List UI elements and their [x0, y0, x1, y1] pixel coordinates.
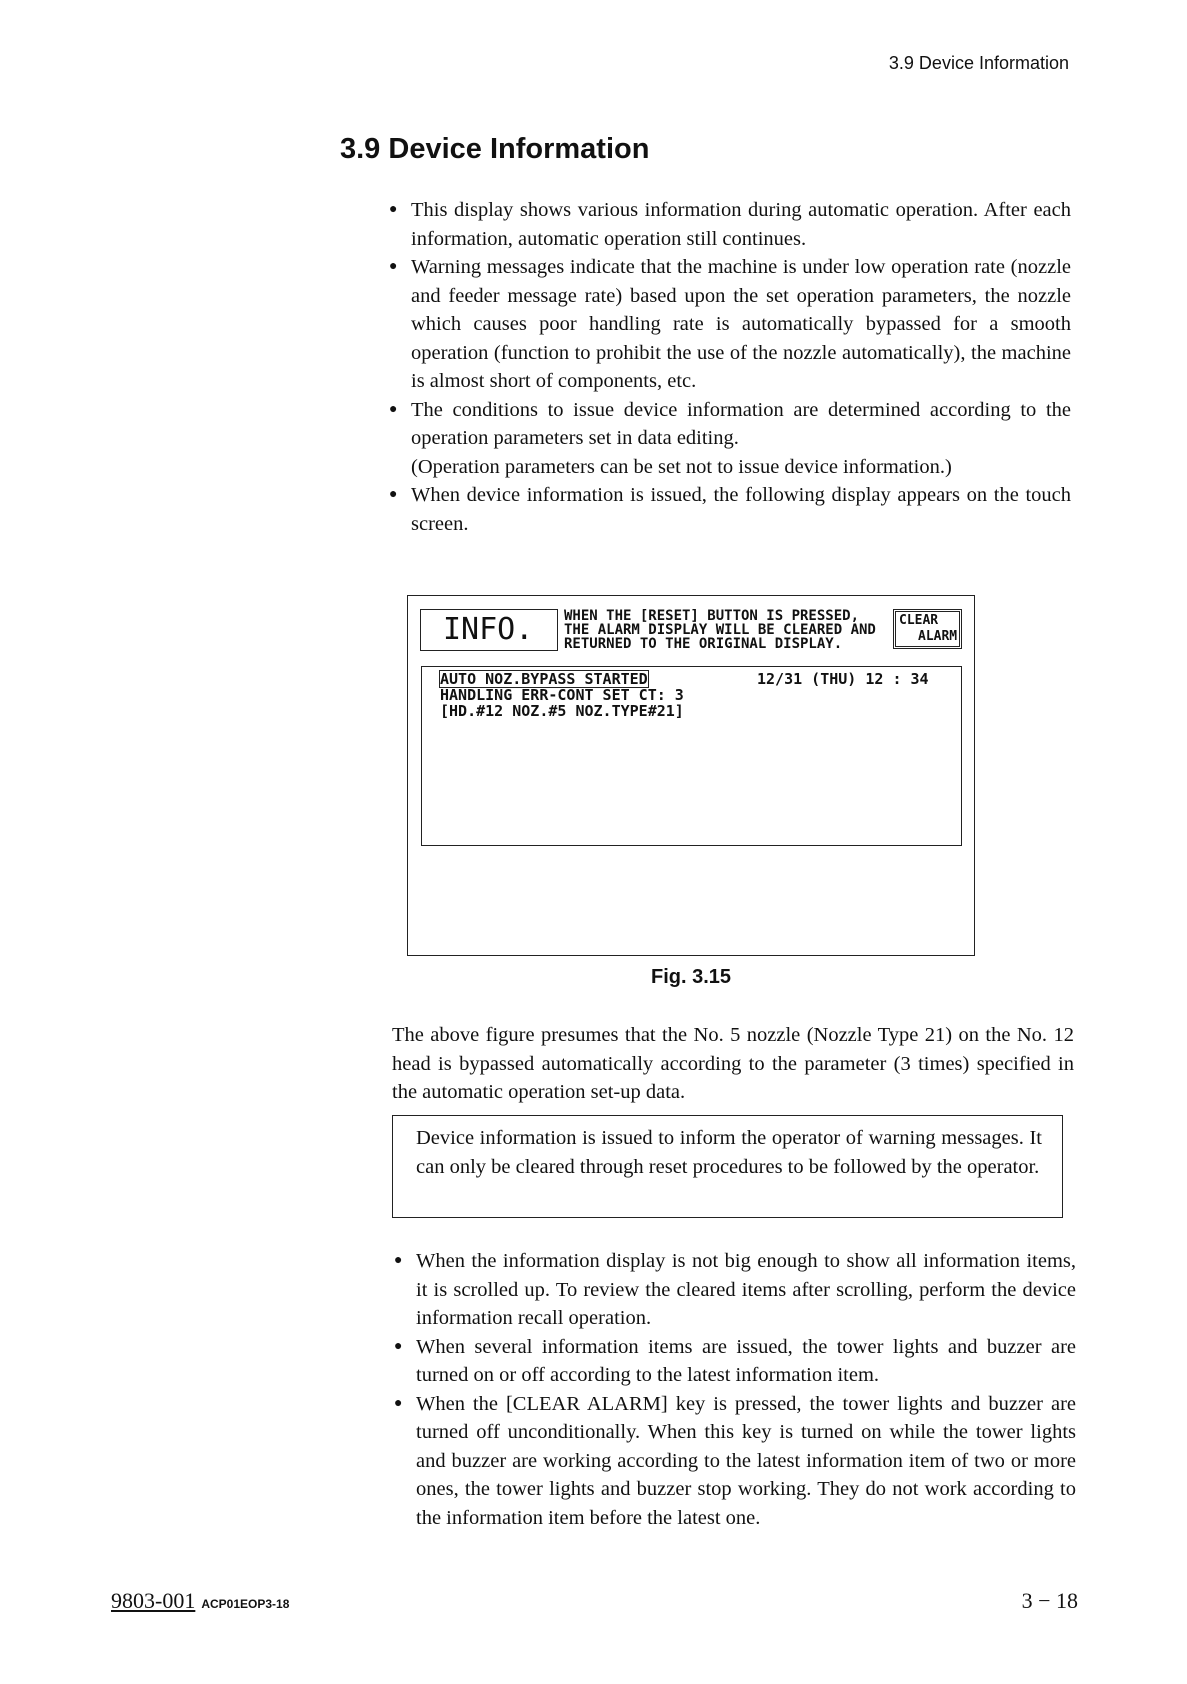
bullet-item: ● This display shows various information during automatic operation. After each information, automatic operation still continues. — [411, 196, 1071, 253]
footer-doc-id — [111, 1588, 289, 1614]
bullet-item: ● When several information items are issued, the tower lights and buzzer are turned on or off according to the latest information item. — [416, 1333, 1076, 1390]
info-lines — [440, 671, 684, 719]
page-number: 3 − 18 — [1021, 1588, 1078, 1613]
message-line: RETURNED TO THE ORIGINAL DISPLAY. — [564, 636, 843, 652]
section-title: 3.9 Device Information — [340, 133, 650, 165]
info-line-highlighted: AUTO NOZ.BYPASS STARTED — [440, 670, 648, 688]
bullet-item: ● When the [CLEAR ALARM] key is pressed, the tower lights and buzzer are turned off unconditionally. When this key is turned on while the tower lights and buzzer are working according to the latest information item of two or more ones, the tower lights and buzzer stop working. They do not work according to the information item before the latest one. — [416, 1390, 1076, 1533]
info-line: HANDLING ERR-CONT SET CT: 3 — [440, 686, 684, 704]
bullet-item: ● Warning messages indicate that the machine is under low operation rate (nozzle and feeder message rate) based upon the set operation parameters, the nozzle which causes poor handling rate is automatically bypassed for a smooth operation (function to prohibit the use of the nozzle automatically), the machine is almost short of components, etc. — [411, 253, 1071, 396]
clear-alarm-label: ALARM — [918, 629, 958, 644]
info-label: INFO. — [443, 612, 534, 647]
bullet-text: The conditions to issue device information are determined according to the operation parameters set in data editing. — [411, 398, 1071, 449]
additional-bullets — [416, 1247, 1076, 1532]
bullet-item: ● When the information display is not big enough to show all information items, it is scrolled up. To review the cleared items after scrolling, perform the device information recall operation. — [416, 1247, 1076, 1333]
figure-caption: Fig. 3.15 — [651, 966, 732, 988]
figure-explanation: The above figure presumes that the No. 5 nozzle (Nozzle Type 21) on the No. 12 head is bypassed automatically according to the parameter (3 times) specified in the automatic operation set-up data. — [392, 1024, 1074, 1103]
doc-code: ACP01EOP3-18 — [201, 1597, 290, 1611]
bullet-item — [411, 396, 1071, 482]
note-box: Device information is issued to inform the operator of warning messages. It can only be cleared through reset procedures to be followed by the operator. — [392, 1115, 1063, 1218]
clear-alarm-button[interactable] — [893, 609, 962, 649]
bullet-note: (Operation parameters can be set not to issue device information.) — [411, 455, 952, 478]
message-line: THE ALARM DISPLAY WILL BE CLEARED AND — [564, 622, 876, 638]
message-line: WHEN THE [RESET] BUTTON IS PRESSED, — [564, 608, 860, 624]
intro-bullets — [411, 196, 1071, 538]
info-display-area — [421, 666, 962, 846]
touch-screen-figure — [407, 595, 975, 956]
running-header: 3.9 Device Information — [888, 53, 1069, 73]
reset-message — [564, 609, 876, 651]
doc-number: 9803-001 — [111, 1588, 196, 1613]
date-time: 12/31 (THU) 12 : 34 — [757, 670, 929, 688]
info-line: [HD.#12 NOZ.#5 NOZ.TYPE#21] — [440, 702, 684, 720]
clear-alarm-label: CLEAR — [899, 613, 939, 628]
info-label-box — [420, 609, 558, 651]
bullet-item: ● When device information is issued, the following display appears on the touch screen. — [411, 481, 1071, 538]
